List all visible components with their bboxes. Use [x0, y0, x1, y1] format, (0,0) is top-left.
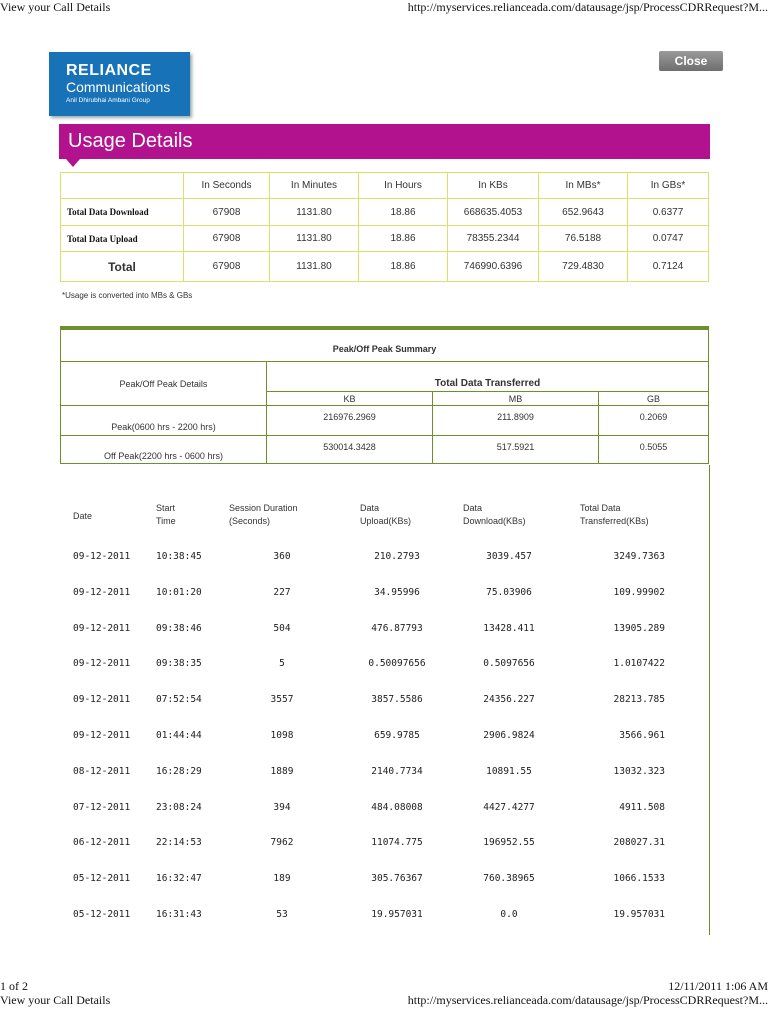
- session-total: 3566.961: [619, 730, 665, 741]
- total-transferred-header: Total Data Transferred: [267, 362, 709, 392]
- session-date: 07-12-2011: [73, 802, 131, 813]
- session-date: 05-12-2011: [73, 909, 131, 920]
- usage-cell: 67908: [184, 226, 270, 252]
- session-upload: 476.87793: [371, 623, 423, 634]
- session-upload: 19.957031: [371, 909, 423, 920]
- session-duration: 394: [273, 802, 291, 813]
- peak-details-header: Peak/Off Peak Details: [61, 362, 267, 406]
- usage-header-cell: In MBs*: [539, 173, 628, 199]
- col-header-start: Start Time: [156, 503, 176, 526]
- session-download: 13428.411: [483, 623, 535, 634]
- col-header-total: Total Data Transferred(KBs): [580, 503, 649, 526]
- session-total: 208027.31: [613, 837, 665, 848]
- usage-cell: 0.7124: [628, 252, 709, 282]
- session-date: 09-12-2011: [73, 551, 131, 562]
- session-download: 2906.9824: [483, 730, 535, 741]
- session-start-time: 07:52:54: [156, 694, 202, 705]
- print-footer-date: 12/11/2011 1:06 AM: [668, 979, 768, 993]
- session-date: 09-12-2011: [73, 694, 131, 705]
- session-date: 06-12-2011: [73, 837, 131, 848]
- usage-cell: 668635.4053: [448, 199, 539, 226]
- peak-cell: 0.2069: [599, 406, 709, 436]
- usage-row: [61, 199, 709, 226]
- peak-row-label: Peak(0600 hrs - 2200 hrs): [61, 406, 267, 436]
- offpeak-row: [61, 436, 709, 464]
- session-total: 13905.289: [613, 623, 665, 634]
- session-start-time: 10:38:45: [156, 551, 202, 562]
- session-upload: 659.9785: [374, 730, 420, 741]
- usage-cell: 652.9643: [539, 199, 628, 226]
- usage-details-title: Usage Details: [68, 130, 193, 152]
- session-start-time: 01:44:44: [156, 730, 202, 741]
- session-download: 0.5097656: [483, 658, 535, 669]
- session-start-time: 22:14:53: [156, 837, 202, 848]
- print-header-title: View your Call Details: [0, 0, 111, 14]
- session-start-time: 16:31:43: [156, 909, 202, 920]
- usage-header-cell: In Seconds: [184, 173, 270, 199]
- peak-cell: 530014.3428: [267, 436, 433, 464]
- session-upload: 484.08008: [371, 802, 423, 813]
- usage-cell: 18.86: [359, 226, 448, 252]
- col-header-date: Date: [73, 511, 93, 521]
- col-header-duration: Session Duration (Seconds): [229, 503, 298, 526]
- usage-cell: 18.86: [359, 252, 448, 282]
- session-start-time: 23:08:24: [156, 802, 202, 813]
- session-upload: 305.76367: [371, 873, 423, 884]
- usage-header-cell: In GBs*: [628, 173, 709, 199]
- logo-line-1: RELIANCE: [66, 62, 152, 79]
- session-date: 09-12-2011: [73, 658, 131, 669]
- session-total: 28213.785: [613, 694, 665, 705]
- session-upload: 34.95996: [374, 587, 420, 598]
- session-duration: 360: [273, 551, 291, 562]
- usage-cell: 1131.80: [270, 226, 359, 252]
- usage-cell: 729.4830: [539, 252, 628, 282]
- print-footer-url: http://myservices.relianceada.com/datausage/jsp/ProcessCDRRequest?M...: [407, 993, 768, 1007]
- peak-cell: 517.5921: [433, 436, 599, 464]
- session-date: 05-12-2011: [73, 873, 131, 884]
- peak-header-row: [61, 362, 709, 392]
- session-total: 1066.1533: [613, 873, 665, 884]
- offpeak-row-label: Off Peak(2200 hrs - 0600 hrs): [61, 436, 267, 464]
- print-header-url: http://myservices.relianceada.com/datausage/jsp/ProcessCDRRequest?M...: [407, 0, 768, 14]
- session-date: 09-12-2011: [73, 587, 131, 598]
- peak-cell: 0.5055: [599, 436, 709, 464]
- session-download: 0.0: [500, 909, 518, 920]
- session-duration: 227: [273, 587, 291, 598]
- close-button[interactable]: Close: [659, 51, 723, 71]
- col-header-upload: Data Upload(KBs): [360, 503, 412, 526]
- session-start-time: 09:38:35: [156, 658, 202, 669]
- usage-header-empty: [61, 173, 184, 199]
- session-date: 09-12-2011: [73, 730, 131, 741]
- usage-cell: 67908: [184, 252, 270, 282]
- session-duration: 7962: [270, 837, 294, 848]
- session-date: 08-12-2011: [73, 766, 131, 777]
- session-total: 1.0107422: [613, 658, 665, 669]
- print-footer-page: 1 of 2: [0, 979, 28, 993]
- session-duration: 1098: [270, 730, 294, 741]
- session-start-time: 09:38:46: [156, 623, 202, 634]
- logo-line-2: Communications: [66, 79, 171, 95]
- session-duration: 504: [273, 623, 291, 634]
- usage-header-cell: In Minutes: [270, 173, 359, 199]
- session-total: 4911.508: [619, 802, 665, 813]
- unit-kb: KB: [267, 392, 433, 406]
- session-download: 24356.227: [483, 694, 535, 705]
- session-download: 10891.55: [486, 766, 532, 777]
- usage-header-row: [61, 173, 709, 199]
- session-duration: 5: [279, 658, 285, 669]
- session-total: 109.99902: [613, 587, 665, 598]
- session-upload: 0.50097656: [368, 658, 426, 669]
- usage-cell: 76.5188: [539, 226, 628, 252]
- usage-cell: 78355.2344: [448, 226, 539, 252]
- usage-header-cell: In Hours: [359, 173, 448, 199]
- peak-summary-title: Peak/Off Peak Summary: [61, 330, 709, 362]
- usage-cell: 0.0747: [628, 226, 709, 252]
- unit-gb: GB: [599, 392, 709, 406]
- usage-cell: 1131.80: [270, 252, 359, 282]
- banner-notch: [66, 159, 80, 167]
- sessions-right-border: [709, 465, 710, 935]
- session-download: 3039.457: [486, 551, 532, 562]
- usage-cell: 67908: [184, 199, 270, 226]
- print-footer-title: View your Call Details: [0, 993, 111, 1007]
- usage-total-row: [61, 252, 709, 282]
- session-start-time: 16:28:29: [156, 766, 202, 777]
- reliance-logo: [49, 52, 190, 116]
- unit-mb: MB: [433, 392, 599, 406]
- usage-row-label: Total Data Upload: [61, 226, 184, 252]
- usage-row-label: Total Data Download: [61, 199, 184, 226]
- peak-row: [61, 406, 709, 436]
- session-total: 13032.323: [613, 766, 665, 777]
- peak-cell: 216976.2969: [267, 406, 433, 436]
- peak-summary-table: [60, 329, 709, 464]
- col-header-download: Data Download(KBs): [463, 503, 526, 526]
- session-start-time: 10:01:20: [156, 587, 202, 598]
- usage-header-cell: In KBs: [448, 173, 539, 199]
- usage-total-label: Total: [61, 252, 184, 282]
- usage-note: *Usage is converted into MBs & GBs: [62, 291, 193, 300]
- peak-cell: 211.8909: [433, 406, 599, 436]
- usage-row: [61, 226, 709, 252]
- session-start-time: 16:32:47: [156, 873, 202, 884]
- session-duration: 3557: [270, 694, 294, 705]
- session-download: 4427.4277: [483, 802, 535, 813]
- usage-details-banner: [59, 124, 710, 159]
- usage-cell: 18.86: [359, 199, 448, 226]
- logo-line-3: Anil Dhirubhai Ambani Group: [66, 97, 150, 104]
- usage-cell: 1131.80: [270, 199, 359, 226]
- session-date: 09-12-2011: [73, 623, 131, 634]
- session-download: 75.03906: [486, 587, 532, 598]
- usage-cell: 0.6377: [628, 199, 709, 226]
- session-total: 19.957031: [613, 909, 665, 920]
- session-download: 760.38965: [483, 873, 535, 884]
- session-duration: 189: [273, 873, 291, 884]
- usage-table: [60, 172, 709, 282]
- session-duration: 53: [276, 909, 288, 920]
- peak-title-row: [61, 330, 709, 362]
- session-upload: 3857.5586: [371, 694, 423, 705]
- session-upload: 2140.7734: [371, 766, 423, 777]
- session-duration: 1889: [270, 766, 294, 777]
- session-upload: 210.2793: [374, 551, 420, 562]
- session-total: 3249.7363: [613, 551, 665, 562]
- session-download: 196952.55: [483, 837, 535, 848]
- usage-cell: 746990.6396: [448, 252, 539, 282]
- session-upload: 11074.775: [371, 837, 423, 848]
